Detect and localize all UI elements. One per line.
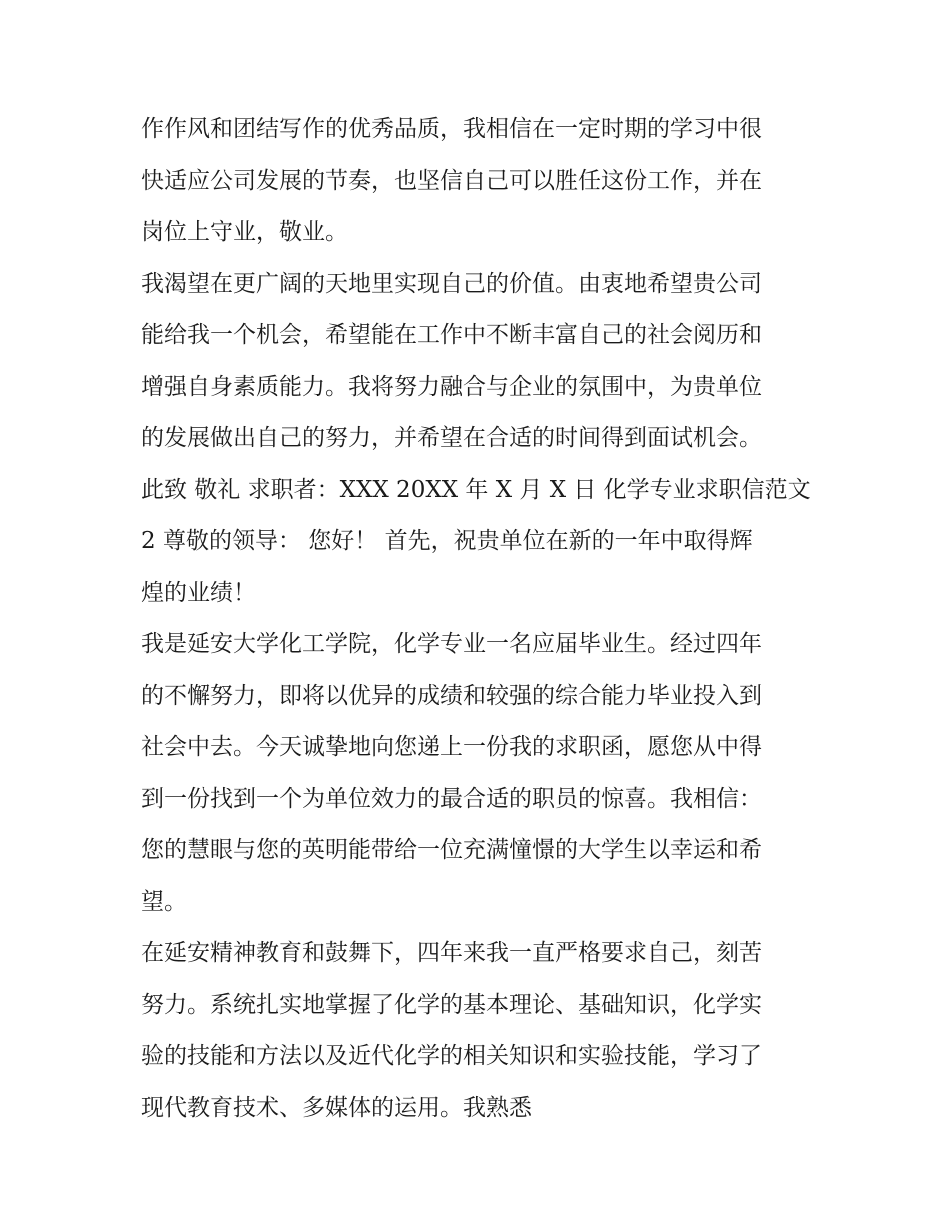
text-line-13: 社会中去。今天诚挚地向您递上一份我的求职函，愿您从中得 — [141, 734, 762, 760]
text-line-4: 我渴望在更广阔的天地里实现自己的价值。由衷地希望贵公司 — [141, 270, 762, 297]
text-line-1: 作作风和团结写作的优秀品质，我相信在一定时期的学习中很 — [141, 116, 762, 142]
text-line-14: 到一份找到一个为单位效力的最合适的职员的惊喜。我相信： — [141, 785, 762, 812]
text-line-19: 验的技能和方法以及近代化学的相关知识和实验技能，学习了 — [141, 1043, 762, 1069]
text-line-2: 快适应公司发展的节奏，也坚信自己可以胜任这份工作，并在 — [141, 167, 762, 194]
text-line-17: 在延安精神教育和鼓舞下，四年来我一直严格要求自己，刻苦 — [141, 940, 762, 966]
text-line-3: 岗位上守业，敬业。 — [141, 219, 348, 245]
text-line-9: 2 尊敬的领导： 您好！ 首先，祝贵单位在新的一年中取得辉 — [141, 528, 753, 554]
text-line-6: 增强自身素质能力。我将努力融合与企业的氛围中，为贵单位 — [141, 373, 762, 400]
text-line-11: 我是延安大学化工学院，化学专业一名应届毕业生。经过四年 — [141, 631, 762, 657]
text-line-16: 望。 — [141, 888, 187, 915]
text-line-8: 此致 敬礼 求职者：XXX 20XX 年 X 月 X 日 化学专业求职信范文 — [141, 476, 811, 503]
text-line-20: 现代教育技术、多媒体的运用。我熟悉 — [141, 1094, 532, 1121]
text-line-15: 您的慧眼与您的英明能带给一位充满憧憬的大学生以幸运和希 — [141, 837, 762, 863]
text-line-18: 努力。系统扎实地掌握了化学的基本理论、基础知识，化学实 — [141, 991, 762, 1018]
text-line-7: 的发展做出自己的努力，并希望在合适的时间得到面试机会。 — [141, 425, 762, 451]
text-line-5: 能给我一个机会，希望能在工作中不断丰富自己的社会阅历和 — [141, 322, 762, 348]
text-line-12: 的不懈努力，即将以优异的成绩和较强的综合能力毕业投入到 — [141, 682, 762, 709]
text-line-10: 煌的业绩！ — [141, 579, 256, 606]
document-body — [141, 104, 813, 1134]
